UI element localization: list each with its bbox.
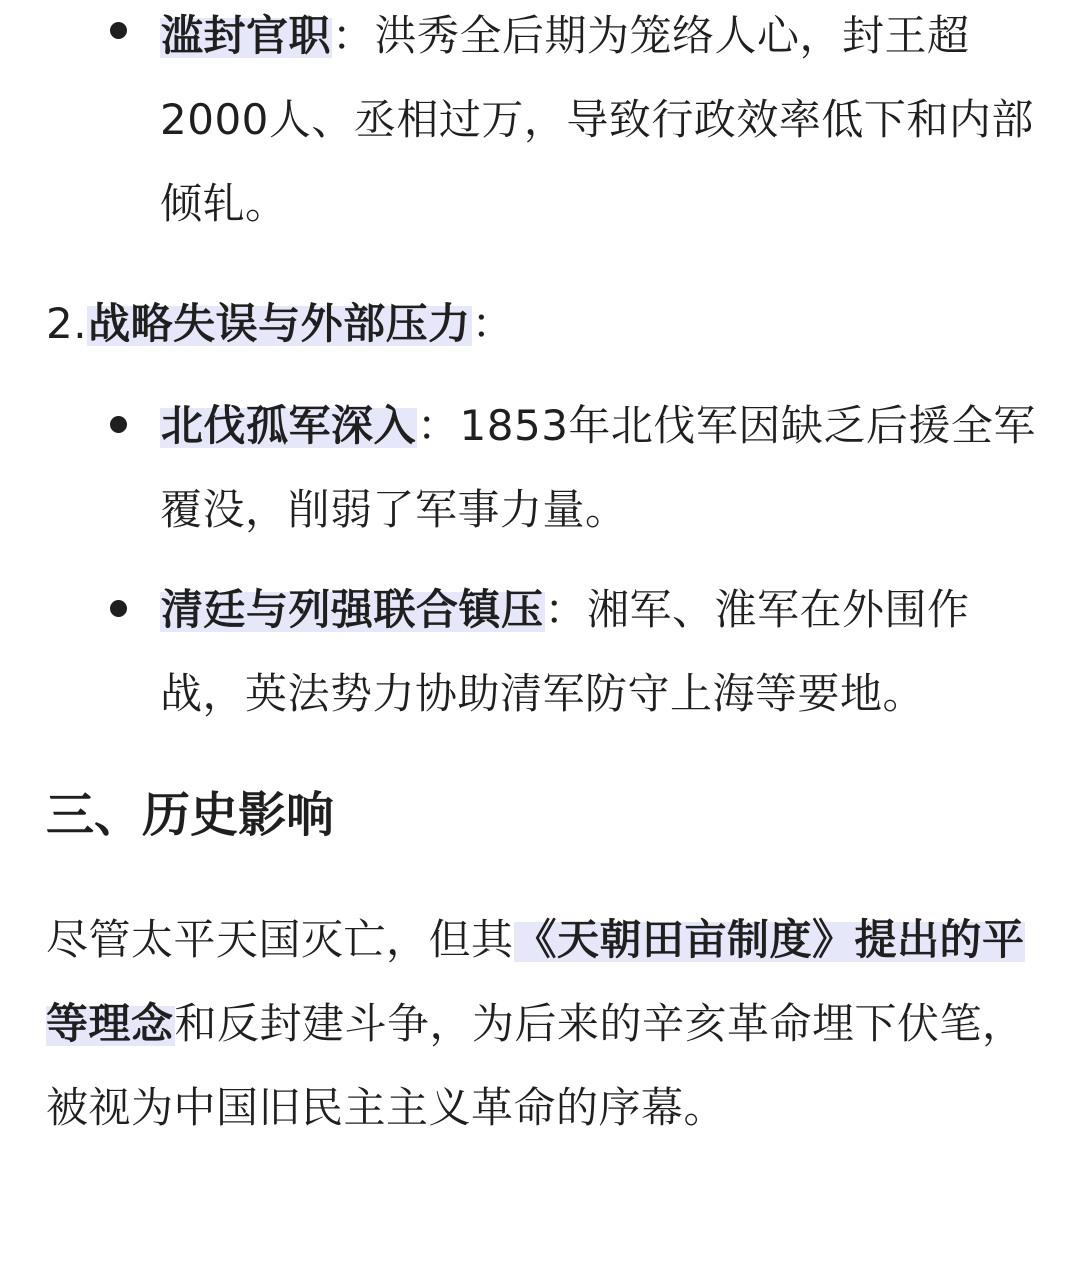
separator: ：	[471, 299, 515, 348]
paragraph-text: 尽管太平天国灭亡，但其	[46, 915, 514, 964]
list-item	[160, 0, 1040, 246]
separator: ：	[544, 585, 588, 634]
bold-term: 滥封官职	[161, 11, 332, 60]
separator: ：	[417, 401, 460, 450]
bullet-icon	[110, 416, 127, 433]
section-number: 2.	[46, 299, 88, 348]
list-item	[160, 384, 1040, 552]
bullet-icon	[110, 22, 127, 39]
list-item	[160, 568, 1040, 736]
section-heading: 三、历史影响	[46, 787, 335, 843]
separator: ：	[332, 11, 375, 60]
bold-term: 清廷与列强联合镇压	[161, 585, 544, 634]
section-title	[46, 282, 1026, 366]
bold-term: 北伐孤军深入	[161, 401, 417, 450]
bold-term: 《天朝田亩制度》提出的平等理念	[46, 915, 1025, 1048]
list-item-text: 1853年北伐军因缺乏后援全军覆没，削弱了军事力量。	[160, 401, 1036, 534]
section-title-text: 战略失误与外部压力	[88, 299, 471, 348]
bullet-icon	[110, 600, 127, 617]
impact-paragraph	[46, 898, 1026, 1150]
list-item-text: 湘军、淮军在外围作战，英法势力协助清军防守上海等要地。	[160, 585, 970, 718]
list-item-text: 洪秀全后期为笼络人心，封王超2000人、丞相过万，导致行政效率低下和内部倾轧。	[160, 11, 1034, 228]
paragraph-text: 和反封建斗争，为后来的辛亥革命埋下伏笔，被视为中国旧民主主义革命的序幕。	[46, 999, 1025, 1132]
